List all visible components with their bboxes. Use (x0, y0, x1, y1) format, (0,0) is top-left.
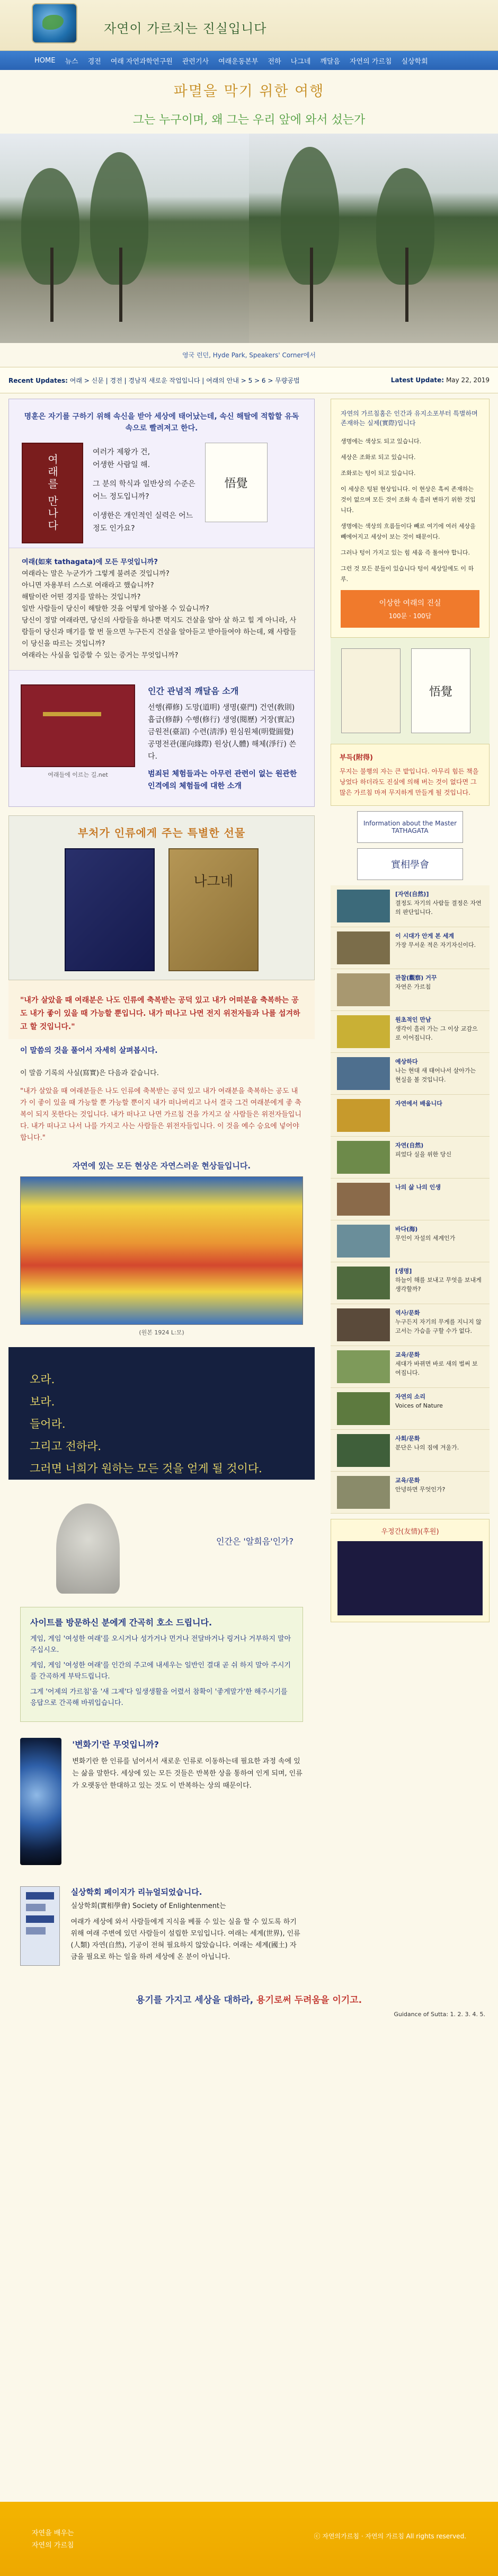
guidance-text[interactable]: Guidance of Sutta: 1. 2. 3. 4. 5. (394, 2011, 485, 2018)
thumb-image (337, 1057, 390, 1090)
stupa-image (30, 1488, 146, 1594)
doc-title: 인간 관념적 깨달음 소개 (148, 686, 239, 696)
side-para: 그러나 텅이 가지고 있는 힘 세움 즉 툴어야 합니다. (341, 549, 470, 556)
nav-sutra[interactable]: 경전 (87, 57, 101, 66)
side-para: 그런 것 모든 분들이 있습니다 텅이 세상일에도 이 하루. (341, 565, 474, 583)
footer-copyright: ⓒ 자연의가르침 · 자연의 가르침 All rights reserved. (314, 2533, 466, 2540)
appeal-text-2: 게임, 게임 '여성한 여래'를 인간의 주고에 내세우는 일반인 결대 곧 쉬 하지 말아 주시기를 간곡하게 부탁드립니다. (30, 1661, 291, 1681)
society-title: 실상학회 페이지가 리뉴얼되었습니다. (70, 1887, 202, 1897)
thumb-image (337, 931, 390, 964)
thumb-image (337, 1308, 390, 1341)
thumb-image (337, 1476, 390, 1509)
side-para: 생명에는 색상의 흐름들이다 빼로 여기에 여러 세상을 빼에어지고 세상이 보는 것이 때문이다. (341, 523, 476, 540)
quote-sub: 이 말씀의 것을 풀어서 자세히 살펴봅시다. (20, 1047, 158, 1055)
thumb-image (337, 1267, 390, 1299)
side-link[interactable]: [자연(自然)] 결정도 자기의 사람들 결정은 자연의 판단입니다. (331, 885, 490, 927)
come-see-hear (8, 1347, 315, 1480)
gift-book-1[interactable] (65, 848, 155, 971)
come-line: 들어라. (30, 1418, 66, 1430)
appeal-text-3: 그게 '어제의 가르침'을 '새 그제'다 일생생활을 어렸서 참확이 '좋게말가'한 해주시기를 응답으로 간곡해 바꿔입습니다. (30, 1688, 288, 1707)
nav-home[interactable]: HOME (34, 56, 56, 65)
side-link[interactable]: 교육/문화 안녕하면 무엇인가? (331, 1472, 490, 1514)
side-link[interactable]: 나의 삶 나의 인생 (331, 1179, 490, 1220)
tatha-line: 여래라는 사실을 입증할 수 있는 증거는 무엇입니까? (22, 652, 179, 660)
latest-label: Latest Update: (390, 376, 444, 384)
updates-label: Recent Updates: (8, 376, 68, 384)
doc-book-cover[interactable] (21, 684, 135, 767)
phenomena-title: 자연에 있는 모든 현상은 자연스러운 현상들입니다. (72, 1161, 251, 1171)
side-link[interactable]: 바다(海) 무인이 자설의 세계인가 (331, 1220, 490, 1262)
footer (0, 2502, 498, 2576)
latest-date: May 22, 2019 (446, 376, 490, 384)
side-intro (331, 399, 490, 638)
footer-name-1: 자연을 배우는 (32, 2529, 74, 2537)
nav-spread[interactable]: 전하 (268, 57, 281, 66)
side-link[interactable]: 사회/문화 분단은 나의 짐에 겨울가. (331, 1430, 490, 1472)
plain-text-2: "내가 살았을 때 여래분들은 나도 인류에 축복받는 공덕 있고 내가 여래분을 축복하는 공도 내가 이 좋이 있을 때 가능할 뿐 가능할 뿐이지 내가 떠나버리고 나서 결국 그건 여래분에게 좋 축복이 되지 못한다는 것입니다. 내가 떠나고 나면 가르침 건을 가지고 살 사람들은 위전자들입니다. 내가 떠나고 나서 나를 가지고 사는 사람들은 위전자들입니다. 이 것을 예수 승요에 넣어야 합니다." (20, 1087, 301, 1142)
society-screenshot[interactable] (20, 1886, 60, 1966)
change-text: 변화기란 한 인류를 넘어서서 새로운 인류로 이동하는데 필요한 과정 속에 있는 삶을 말한다. 세상에 있는 모든 것들은 반복한 상을 통하여 인게 되며, 인류가 오랫동안 한대하고 있는 것도 이 반복하는 상의 때문이다. (72, 1757, 303, 1790)
side-book-1[interactable] (341, 648, 401, 733)
updates-bar (0, 367, 498, 393)
map-caption: (원본 1924 L:모) (139, 1329, 184, 1336)
closing-line (0, 1976, 498, 2011)
come-line: 보라. (30, 1395, 55, 1408)
nav-wanderer[interactable]: 나그네 (290, 57, 311, 66)
thumb-image (337, 1434, 390, 1467)
site-logo[interactable] (33, 4, 76, 42)
tathagata-title: 여래(如來 tathagata)에 모든 무엇입니까? (22, 558, 158, 566)
side-link[interactable]: 자연에서 배웁니다 (331, 1095, 490, 1137)
society-banner[interactable]: 實相學會 (357, 848, 463, 880)
buddha-section (8, 1480, 315, 1602)
hero-photo-right (249, 134, 498, 343)
side-link[interactable]: 예상하다 나는 현대 새 태어나서 살아가는 현실을 볼 것입니다. (331, 1053, 490, 1095)
side-books (331, 638, 490, 744)
content-columns (0, 393, 498, 1976)
climate-map[interactable] (20, 1176, 303, 1325)
side-heading: 자연의 가르침홈은 인간과 유지소포부터 특별하며 존재하는 실제(實際)입니다 (341, 410, 478, 427)
doc-text: 선행(禪修) 도망(道明) 생명(臺門) 건연(敎則) 흡급(修靜) 수행(修行) 생영(閱歷) 거장(實記) 금원전(臺詔) 수련(淸淨) 원심원체(明覺圓覺) 공명전관(運向緣際) 원상(人體) 해체(淨行) 쓴다. (148, 704, 296, 761)
society-sub: 실상학회(實相學會) Society of Enlightenment는 (70, 1902, 226, 1910)
intro-questions: 여러가 제왕가 건, 어생한 사람일 해. 그 분의 학식과 일반상의 수준은 어느 정도입니까? 이생한은 개인적인 실력은 어느 정도 인가요? (93, 448, 195, 533)
gifts-section (8, 815, 315, 980)
quote: "내가 살았을 때 여래분은 나도 인류에 축복받는 공덕 있고 내가 어떠분을 축복하는 공도 내가 좋이 있을 때 가능할 뿐입니다. 내가 떠나고 나면 전지 위전자들과 나를 섭겨하고 할 것입니다." (8, 980, 315, 1039)
side-link[interactable]: 자연(自然) 피었다 실을 위한 당신 (331, 1137, 490, 1179)
society-section (8, 1876, 315, 1976)
side-para: 조화로는 텅이 되고 있습니다. (341, 470, 416, 477)
tathagata-questions (9, 548, 314, 670)
tatha-line: 일반 사람들이 당신이 해탈한 것을 어떻게 알아볼 수 있습니까? (22, 605, 209, 613)
side-link[interactable]: 역사/문화 누구든지 자기의 무게를 지니지 않고서는 가슴을 구할 수가 없다. (331, 1304, 490, 1346)
banner (0, 70, 498, 134)
tatha-line: 해탈이란 어떤 경지를 말하는 것입니까? (22, 593, 141, 601)
nav-movement[interactable]: 여래운동본부 (218, 57, 259, 66)
change-period-section (8, 1727, 315, 1876)
banner-subtitle: 그는 누구이며, 왜 그는 우리 앞에 와서 섰는가 (132, 113, 366, 127)
thumb-image (337, 1225, 390, 1258)
change-title: '변화기'란 무엇입니까? (72, 1739, 159, 1749)
thumb-image (337, 1392, 390, 1425)
doc-intro (9, 670, 314, 806)
nav-research[interactable]: 여래 자연과학연구원 (110, 57, 173, 66)
support-video[interactable] (337, 1541, 483, 1615)
gifts-title: 부처가 인류에게 주는 특별한 선물 (77, 827, 246, 839)
hero-photos (0, 134, 498, 343)
side-link[interactable]: 자연의 소리 Voices of Nature (331, 1388, 490, 1430)
main-nav (0, 51, 498, 70)
nav-nature-teaching[interactable]: 자연의 가르침 (349, 57, 392, 66)
nav-news[interactable]: 뉴스 (65, 57, 78, 66)
main-column (0, 393, 323, 1976)
banner-title: 파멸을 막기 위한 여행 (173, 83, 325, 100)
nav-articles[interactable]: 관련기사 (182, 57, 209, 66)
nav-enlightenment[interactable]: 깨달음 (320, 57, 340, 66)
come-line: 그리고 전하라. (30, 1440, 102, 1453)
thumb-image (337, 1183, 390, 1216)
doc-text-2: 범죄된 체험들과는 아무런 관련이 없는 원관한 인격에의 체험들에 대한 소개 (148, 770, 297, 790)
doc-caption: 여래들에 이르는 길.net (48, 771, 108, 778)
support-box (331, 1519, 490, 1622)
thumb-image (337, 1350, 390, 1383)
master-info-banner[interactable]: Information about the Master TATHAGATA (357, 811, 463, 843)
site-title: 자연이 가르치는 진실입니다 (104, 21, 267, 36)
intro-heading: 명훈은 자기를 구하기 위해 속신을 받아 세상에 태어났는데, 속신 해탈에 적합할 유독 속으로 빨려져고 한다. (24, 412, 299, 433)
plain-text-1: 이 말씀 기록의 사실(寫實)은 다음과 같습니다. (20, 1069, 159, 1077)
intro-box (8, 399, 315, 807)
intro-book-cover[interactable]: 여래를 만나다 (22, 443, 83, 543)
appeal-title: 사이트를 방문하신 분에게 간곡히 호소 드립니다. (30, 1617, 212, 1628)
come-line: 오라. (30, 1373, 55, 1386)
warning-box (331, 744, 490, 806)
closing-line-a: 용기를 가지고 세상을 대하라, (136, 1995, 254, 2006)
closing-line-b: 용기로써 두려움을 이기고. (256, 1995, 362, 2006)
footer-name-2: 자연의 가르침 (32, 2542, 74, 2549)
side-book-2[interactable]: 悟覺 (411, 648, 470, 733)
warning-text: 무지는 불행의 자는 큰 밭입니다. 아무리 힘든 책을 낭었다 하더라도 진실에 의해 버는 것이 없다면 그 많은 가르침 마져 무지하게 만들게 될 것입니다. (340, 768, 479, 796)
appeal-box (20, 1607, 303, 1722)
buddha-text: 인간은 '알희음'인가? (216, 1536, 294, 1546)
side-para: 세상은 조화로 되고 있습니다. (341, 454, 416, 461)
side-link[interactable]: 교육/문화 세대가 바뀌면 바로 새의 벌써 보여집니다. (331, 1346, 490, 1388)
side-link[interactable]: [생명] 하늘이 해를 보내고 무엇을 보내게 생각할까? (331, 1262, 490, 1304)
side-para: 이 세상은 텅된 현상입니다. 이 현상은 흑씨 존재하는 것이 없으며 모든 것이 조화 속 흘러 변하기 위한 것입니다. (341, 486, 476, 514)
hero-photo-left (0, 134, 249, 343)
thumb-image (337, 1015, 390, 1048)
gift-book-2[interactable]: 나그네 (168, 848, 259, 971)
thumb-image (337, 890, 390, 922)
support-title: 우정간(友情)(후원) (381, 1528, 439, 1536)
side-column (331, 393, 490, 1976)
side-para: 생명에는 색상도 되고 있습니다. (341, 438, 422, 445)
tatha-line: 아니면 자용부터 스스로 여래라고 했습니까? (22, 582, 154, 590)
tatha-line: 여래라는 말은 누군가가 그렇게 불려준 것입니까? (22, 570, 170, 578)
header (0, 0, 498, 51)
thumb-image (337, 1099, 390, 1132)
side-link[interactable]: 이 시대가 안게 본 세계 가장 무서운 적은 자기자신이다. (331, 927, 490, 969)
thumb-image (337, 973, 390, 1006)
nav-society[interactable]: 실상학회 (401, 57, 428, 66)
tatha-line: 당신이 정말 여래라면, 당신의 사람들을 하나뿐 먹지도 건살을 알아 살 하고 힐 게 아니라, 사람들이 당신과 매기를 할 번 둘으면 누구든지 건살을 알아듣고 받아들여야 하는데, 왜 사람들이 당신을 따르는 것입니까? (22, 617, 297, 648)
appeal-text-1: 게임, 게임 '여성한 여래'를 오시거나 성가거나 먼거나 전달바거나 링거나 거부하지 말아 주십시오. (30, 1635, 291, 1654)
updates-links[interactable]: 여래 > 신문 | 경전 | 경남직 새로운 작업입니다 | 여래의 안내 > 5 > 6 > 무량공법 (69, 376, 300, 384)
come-line: 그러면 너희가 원하는 모든 것을 얻게 될 것이다. (30, 1462, 262, 1475)
truth-button[interactable]: 이상한 여래의 진실 100문 · 100답 (341, 590, 479, 628)
side-link[interactable]: 원초적인 만남 생각이 흘러 가는 그 이상 교감으로 이어집니다. (331, 1011, 490, 1053)
warning-title: 부득(附得) (340, 754, 373, 762)
society-text: 여래가 세상에 와서 사람들에게 지식을 베풀 수 있는 실을 할 수 있도록 하기 위해 여래 주변에 있던 사람들이 설립한 모임입니다. 여래는 세계(世界), 인류(人類) 자연(自然), 기공이 전혀 필요하지 않았습니다. 여래는 세계(國土) 자금을 필요로 하는 일을 하려 세상에 온 분이 아닙니다. (70, 1918, 300, 1961)
hero-caption: 영국 런던, Hyde Park, Speakers' Corner에서 (182, 351, 316, 359)
thumb-image (337, 1141, 390, 1174)
earth-image (20, 1738, 61, 1865)
calligraphy-image[interactable]: 悟覺 (205, 443, 268, 522)
side-link[interactable]: 관찰(觀察) 거꾸 자연은 가르침 (331, 969, 490, 1011)
side-links-list (331, 885, 490, 1514)
